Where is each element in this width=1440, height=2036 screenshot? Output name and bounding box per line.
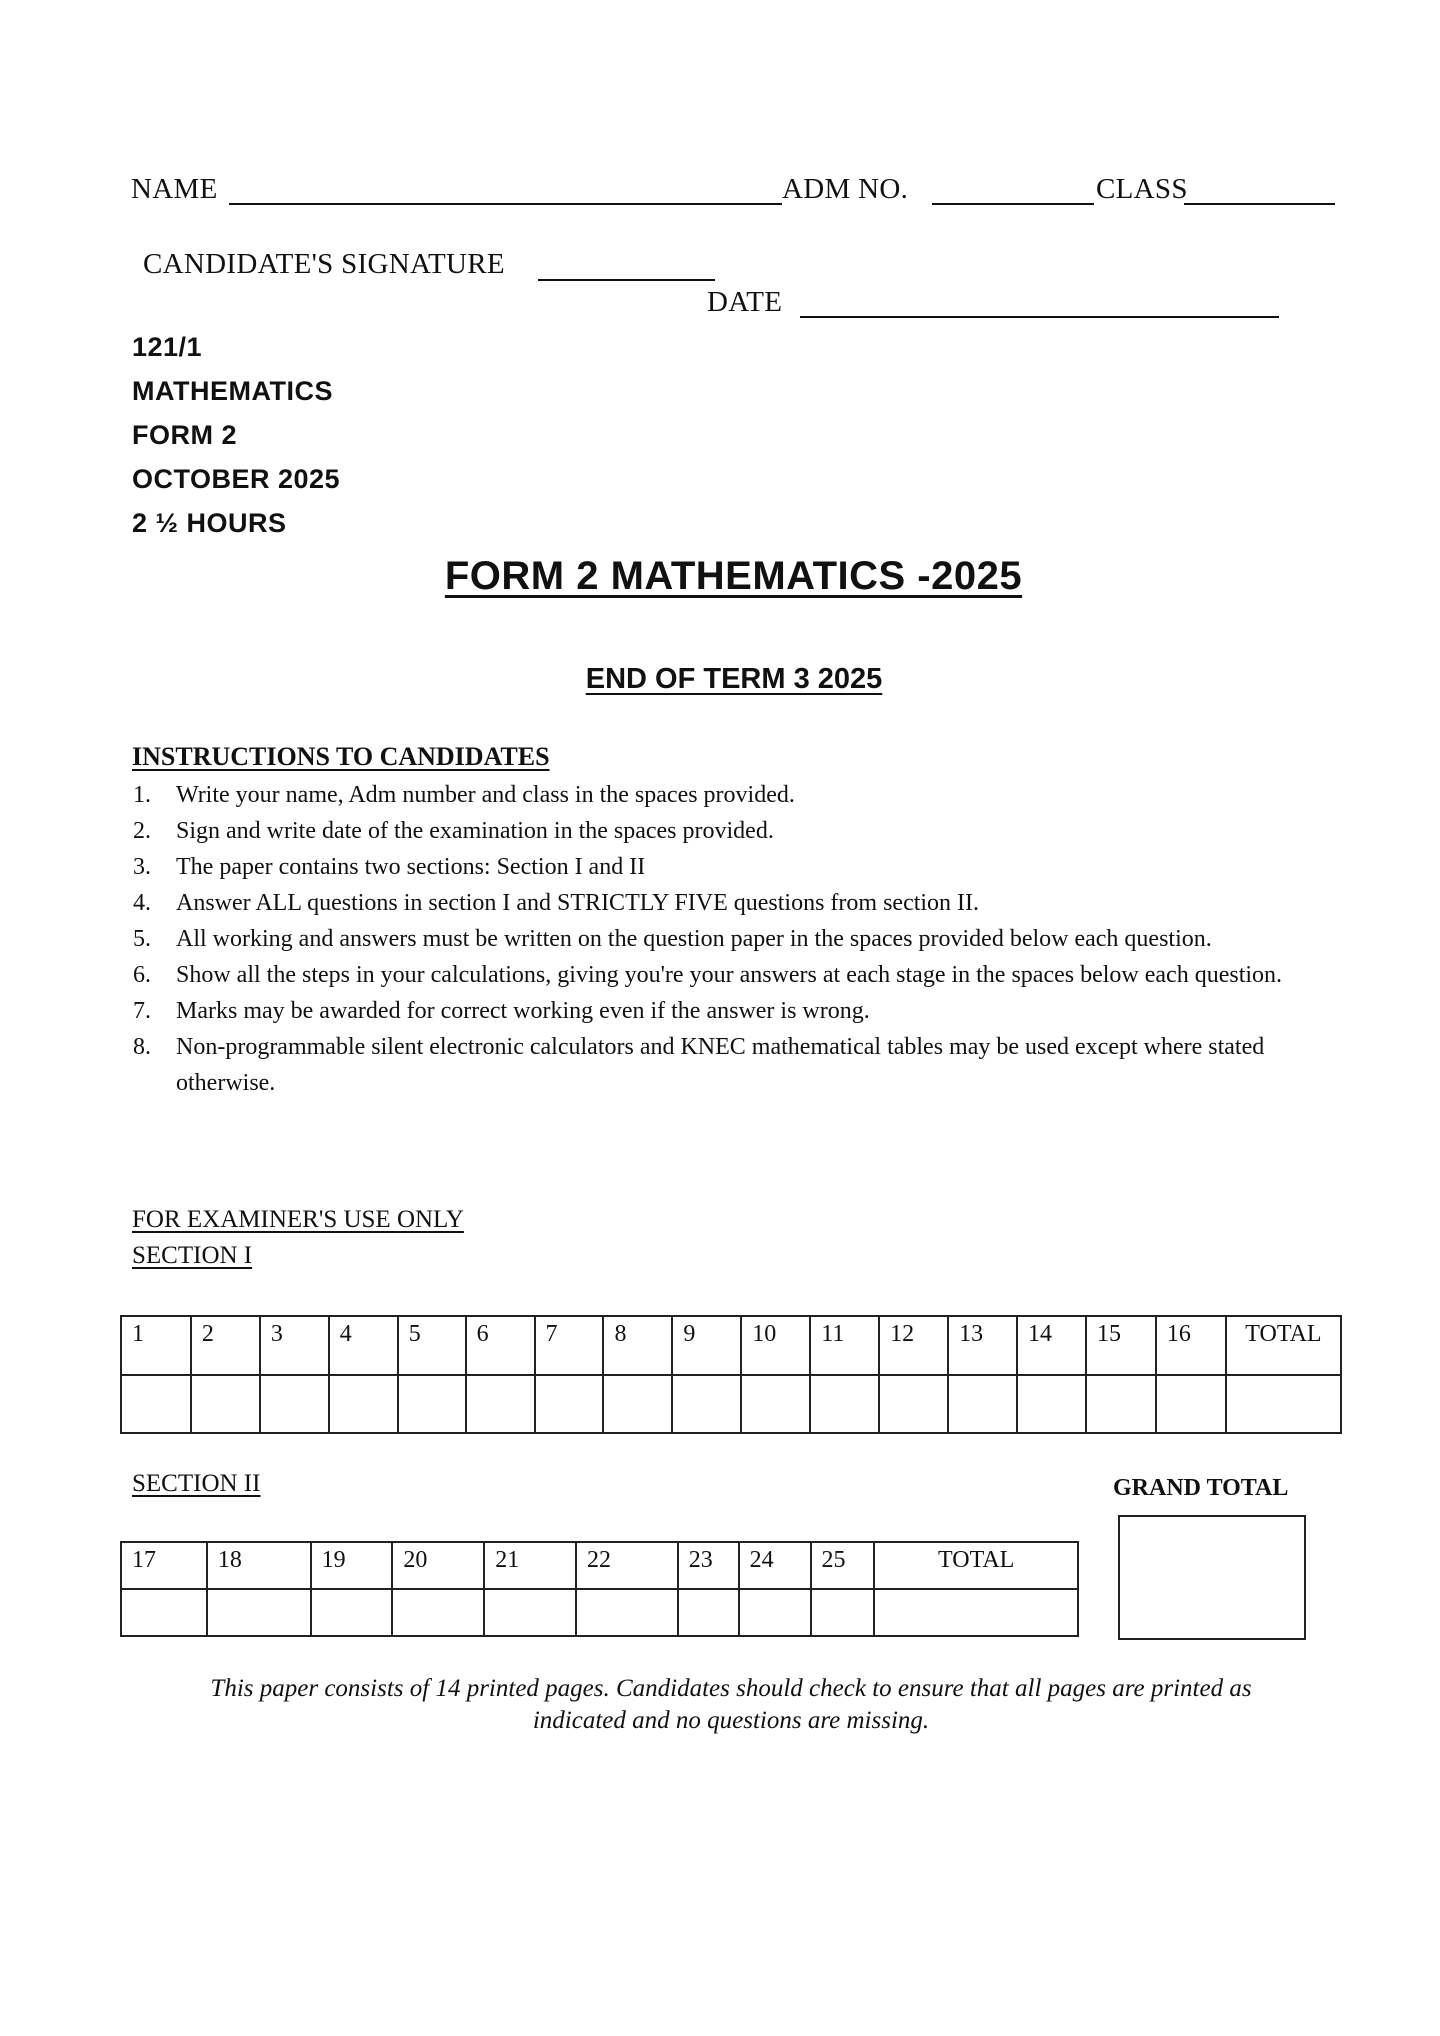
section1-score-table xyxy=(120,1315,1342,1434)
name-label: NAME xyxy=(131,173,218,205)
instruction-text: All working and answers must be written on the question paper in the spaces provided below each question. xyxy=(176,926,1212,952)
section1-col-12: 12 xyxy=(879,1316,948,1375)
section1-col-3: 3 xyxy=(260,1316,329,1375)
section1-label: SECTION I xyxy=(132,1242,253,1269)
footer-note xyxy=(120,1673,1342,1737)
instruction-item xyxy=(133,813,1343,849)
section1-col-9: 9 xyxy=(672,1316,741,1375)
section1-col-2: 2 xyxy=(191,1316,260,1375)
section2-header-row xyxy=(121,1542,1078,1589)
section2-col-20: 20 xyxy=(392,1542,484,1589)
section2-col-25: 25 xyxy=(811,1542,875,1589)
section1-col-16: 16 xyxy=(1156,1316,1226,1375)
section1-score-cell[interactable] xyxy=(672,1375,741,1433)
instruction-text: Answer ALL questions in section I and STRICTLY FIVE questions from section II. xyxy=(176,890,980,916)
instruction-item xyxy=(133,885,1343,921)
instruction-item xyxy=(133,957,1343,993)
footer-line-1: This paper consists of 14 printed pages. Candidates should check to ensure that all pages are printed as xyxy=(210,1675,1252,1702)
section1-col-4: 4 xyxy=(329,1316,398,1375)
instruction-item xyxy=(133,849,1343,885)
section1-score-cell[interactable] xyxy=(1017,1375,1086,1433)
section1-col-15: 15 xyxy=(1086,1316,1156,1375)
section1-score-cell[interactable] xyxy=(260,1375,329,1433)
section2-score-cell[interactable] xyxy=(484,1589,576,1636)
section2-col-21: 21 xyxy=(484,1542,576,1589)
instruction-item xyxy=(133,777,1343,813)
signature-field[interactable] xyxy=(538,279,715,281)
section1-col-6: 6 xyxy=(466,1316,535,1375)
section1-score-cell[interactable] xyxy=(810,1375,879,1433)
date-label: DATE xyxy=(707,286,783,318)
instruction-text: Write your name, Adm number and class in the spaces provided. xyxy=(176,782,795,808)
section1-score-cell[interactable] xyxy=(191,1375,260,1433)
instruction-number: 6. xyxy=(133,962,151,988)
section2-col-18: 18 xyxy=(207,1542,311,1589)
section1-score-cell[interactable] xyxy=(398,1375,466,1433)
section2-score-row xyxy=(121,1589,1078,1636)
signature-label: CANDIDATE'S SIGNATURE xyxy=(143,248,505,280)
grand-total-box[interactable] xyxy=(1118,1515,1306,1640)
paper-code: 121/1 xyxy=(132,332,203,362)
name-field[interactable] xyxy=(229,203,782,205)
instruction-text: Show all the steps in your calculations, giving you're your answers at each stage in the spaces below each question. xyxy=(176,962,1283,988)
instruction-number: 3. xyxy=(133,854,151,880)
section2-col-total: TOTAL xyxy=(874,1542,1078,1589)
grand-total-label: GRAND TOTAL xyxy=(1113,1475,1289,1501)
section1-score-cell[interactable] xyxy=(121,1375,191,1433)
section1-header-row xyxy=(121,1316,1341,1375)
instruction-item xyxy=(133,921,1343,957)
instruction-item xyxy=(133,1029,1343,1101)
section1-score-cell[interactable] xyxy=(1226,1375,1341,1433)
section2-score-table xyxy=(120,1541,1079,1637)
instruction-text: Marks may be awarded for correct working even if the answer is wrong. xyxy=(176,998,870,1024)
section2-col-17: 17 xyxy=(121,1542,207,1589)
section1-col-5: 5 xyxy=(398,1316,466,1375)
section2-score-cell[interactable] xyxy=(874,1589,1078,1636)
section2-label: SECTION II xyxy=(132,1470,261,1497)
section1-col-1: 1 xyxy=(121,1316,191,1375)
section1-score-cell[interactable] xyxy=(1156,1375,1226,1433)
section1-score-cell[interactable] xyxy=(603,1375,672,1433)
section1-col-total: TOTAL xyxy=(1226,1316,1341,1375)
section1-score-cell[interactable] xyxy=(329,1375,398,1433)
instruction-text: Non-programmable silent electronic calculators and KNEC mathematical tables may be used except where stated otherwise. xyxy=(176,1034,1265,1096)
section1-col-10: 10 xyxy=(741,1316,810,1375)
section1-col-14: 14 xyxy=(1017,1316,1086,1375)
instruction-number: 1. xyxy=(133,782,151,808)
instruction-number: 7. xyxy=(133,998,151,1024)
class-label: CLASS xyxy=(1096,173,1188,205)
instruction-item xyxy=(133,993,1343,1029)
paper-form: FORM 2 xyxy=(132,420,238,450)
section2-score-cell[interactable] xyxy=(739,1589,811,1636)
paper-duration: 2 ½ HOURS xyxy=(132,508,287,538)
adm-field[interactable] xyxy=(932,203,1094,205)
section2-col-23: 23 xyxy=(678,1542,739,1589)
section1-score-cell[interactable] xyxy=(741,1375,810,1433)
section2-score-cell[interactable] xyxy=(392,1589,484,1636)
examiner-heading: FOR EXAMINER'S USE ONLY xyxy=(132,1206,464,1233)
section1-score-row xyxy=(121,1375,1341,1433)
section2-score-cell[interactable] xyxy=(576,1589,678,1636)
section1-score-cell[interactable] xyxy=(466,1375,535,1433)
section1-col-13: 13 xyxy=(948,1316,1017,1375)
page-title: FORM 2 MATHEMATICS -2025 xyxy=(444,554,1023,598)
adm-label: ADM NO. xyxy=(782,173,909,205)
instruction-text: The paper contains two sections: Section I and II xyxy=(176,854,646,880)
paper-subject: MATHEMATICS xyxy=(132,376,333,406)
section1-score-cell[interactable] xyxy=(879,1375,948,1433)
page-subtitle: END OF TERM 3 2025 xyxy=(585,663,883,695)
instruction-number: 8. xyxy=(133,1034,151,1060)
instruction-number: 2. xyxy=(133,818,151,844)
section2-score-cell[interactable] xyxy=(311,1589,393,1636)
instructions-heading: INSTRUCTIONS TO CANDIDATES xyxy=(132,742,550,771)
section2-score-cell[interactable] xyxy=(121,1589,207,1636)
section2-score-cell[interactable] xyxy=(207,1589,311,1636)
section1-col-11: 11 xyxy=(810,1316,879,1375)
class-field[interactable] xyxy=(1184,203,1335,205)
section1-score-cell[interactable] xyxy=(948,1375,1017,1433)
instruction-text: Sign and write date of the examination in the spaces provided. xyxy=(176,818,774,844)
paper-session: OCTOBER 2025 xyxy=(132,464,341,494)
footer-line-2: indicated and no questions are missing. xyxy=(532,1707,930,1734)
section1-col-7: 7 xyxy=(535,1316,604,1375)
section2-score-cell[interactable] xyxy=(811,1589,875,1636)
section2-col-24: 24 xyxy=(739,1542,811,1589)
instruction-number: 4. xyxy=(133,890,151,916)
date-field[interactable] xyxy=(800,316,1279,318)
section1-col-8: 8 xyxy=(603,1316,672,1375)
instruction-number: 5. xyxy=(133,926,151,952)
instructions-list xyxy=(133,777,1343,1101)
section1-score-cell[interactable] xyxy=(535,1375,604,1433)
section2-score-cell[interactable] xyxy=(678,1589,739,1636)
section2-col-22: 22 xyxy=(576,1542,678,1589)
section2-col-19: 19 xyxy=(311,1542,393,1589)
section1-score-cell[interactable] xyxy=(1086,1375,1156,1433)
